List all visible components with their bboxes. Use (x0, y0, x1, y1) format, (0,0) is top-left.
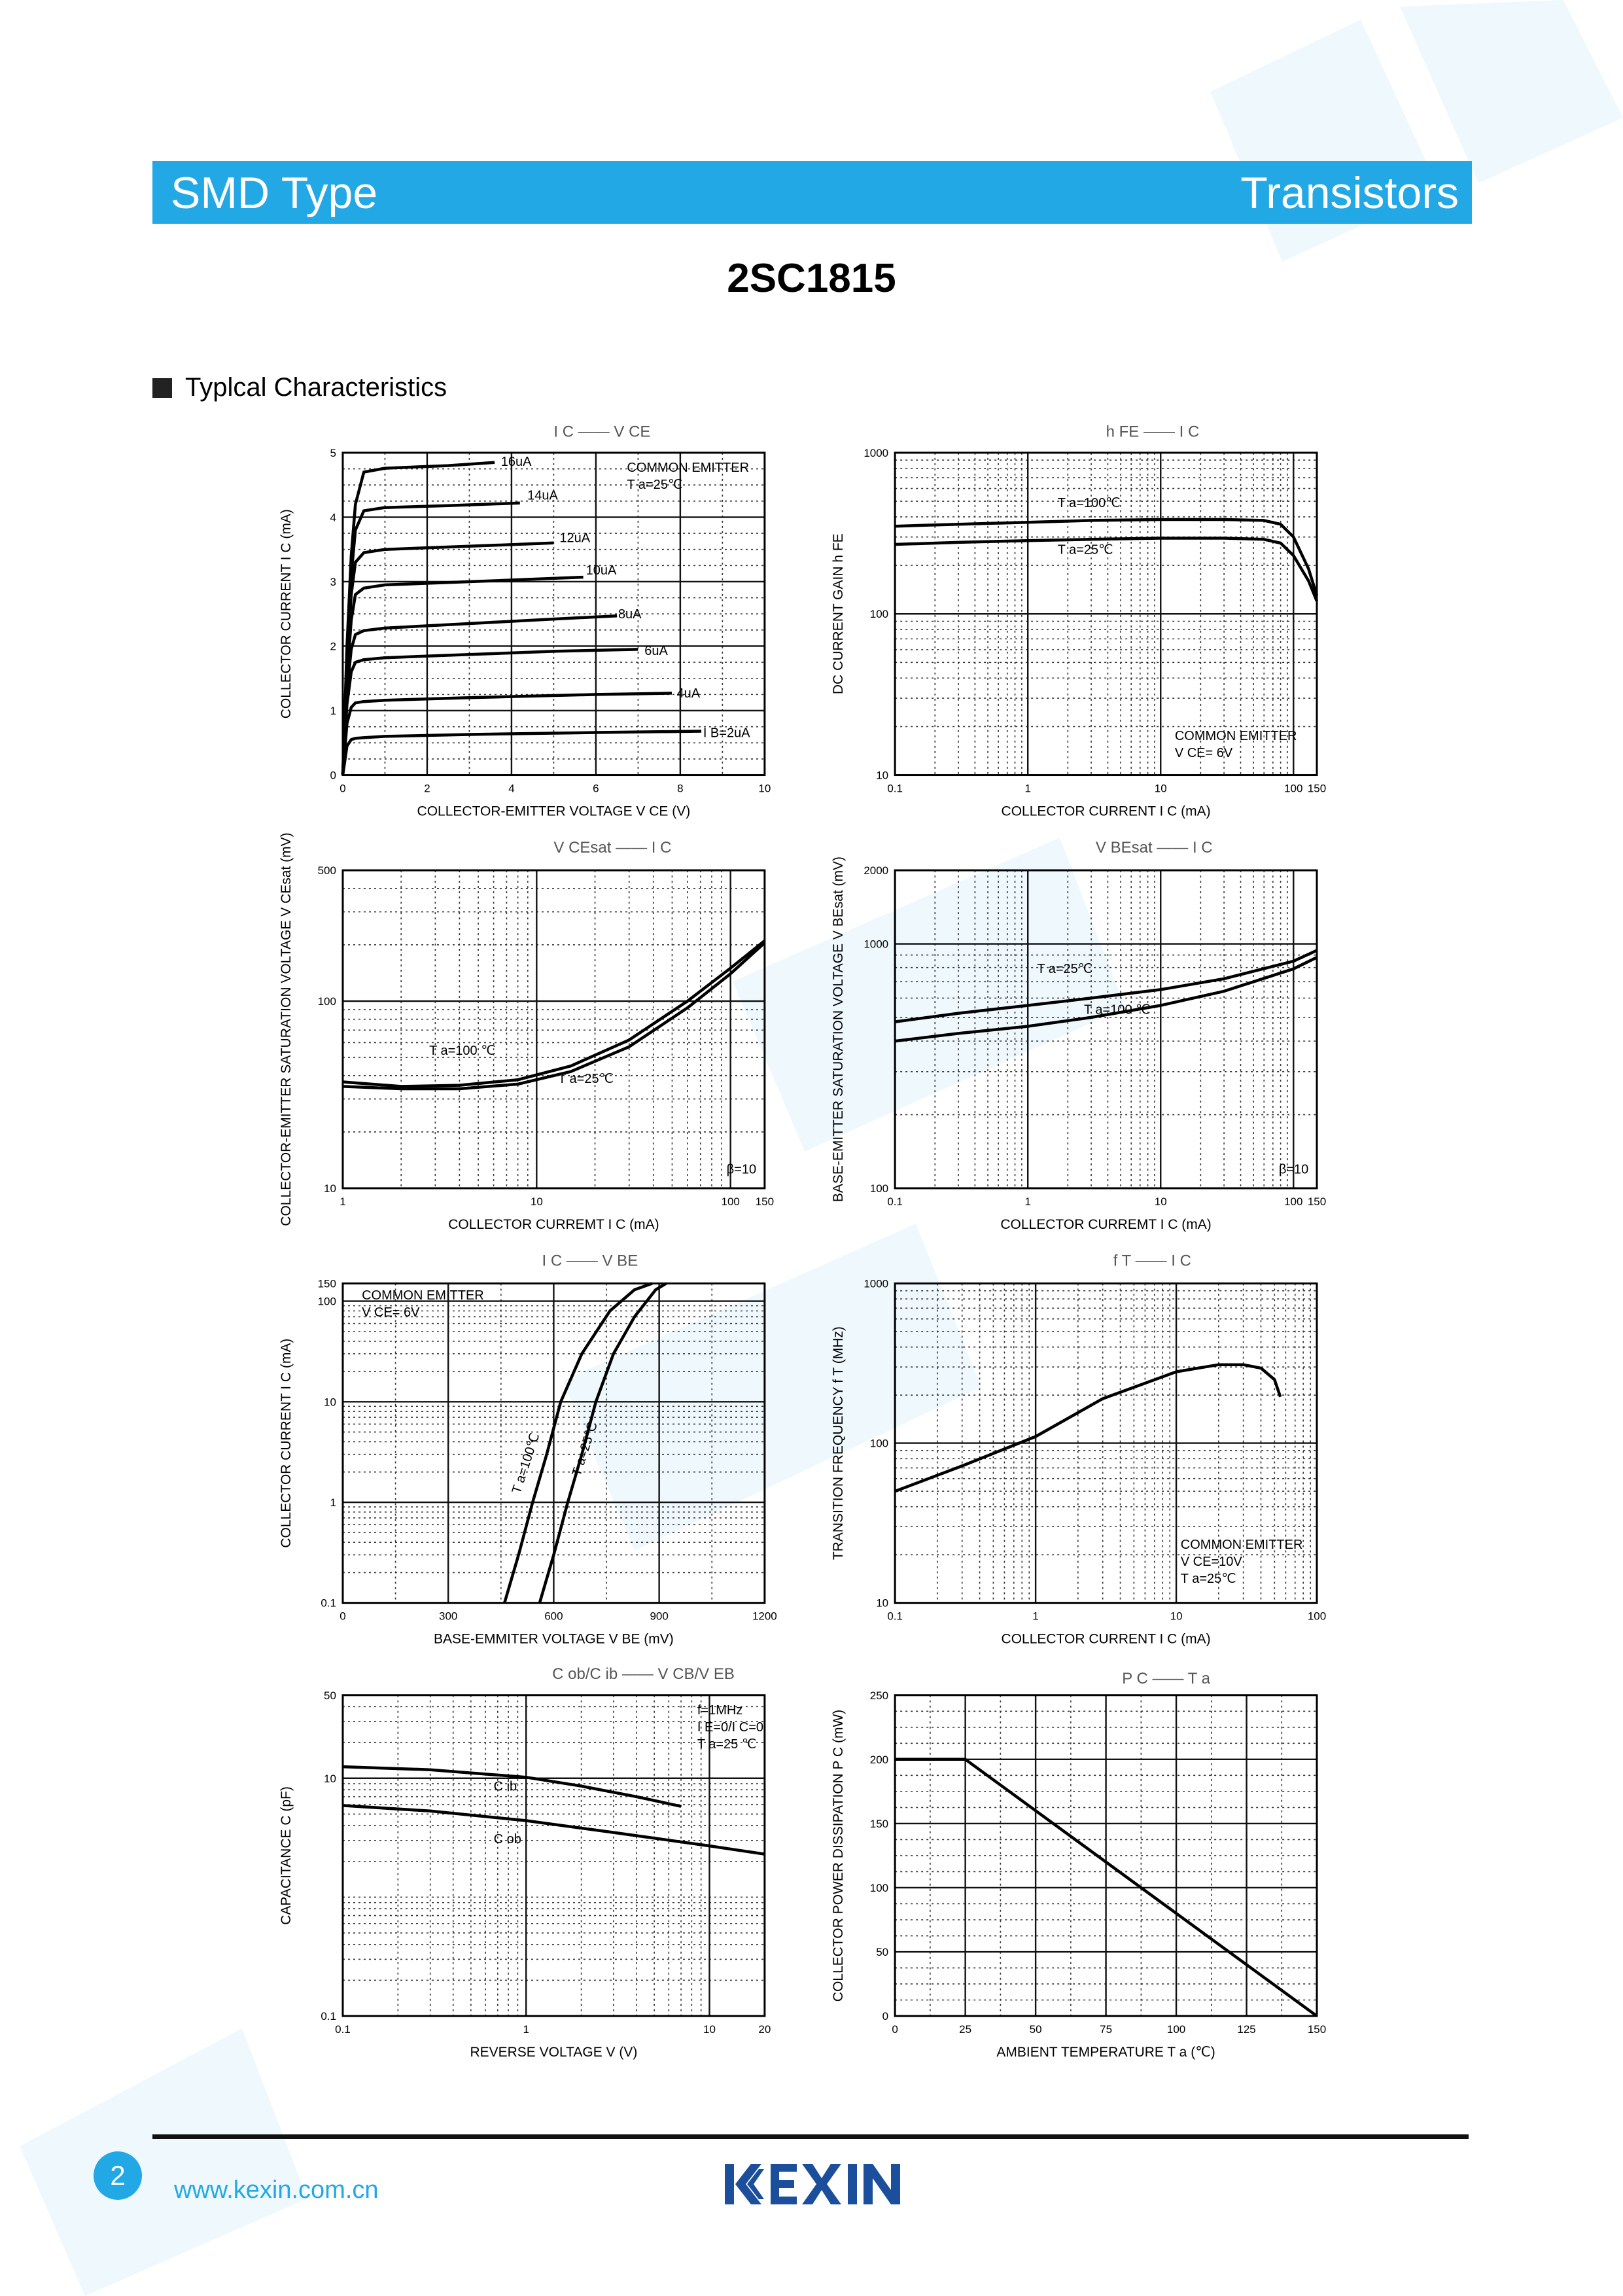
x-tick-label: 2 (424, 782, 430, 795)
chart-title: I C —— V BE (542, 1252, 638, 1270)
x-tick-label: 0.1 (335, 2023, 351, 2036)
series-line (343, 732, 701, 775)
chart-ic_vbe (279, 1252, 777, 1647)
x-tick-label: 25 (959, 2023, 972, 2036)
chart-title: f T —— I C (1113, 1252, 1191, 1270)
y-tick-label: 1000 (864, 938, 889, 951)
series-line (895, 1365, 1280, 1491)
x-tick-label: 1 (1024, 782, 1031, 795)
y-tick-label: 100 (869, 1881, 889, 1894)
y-tick-label: 1000 (864, 1277, 889, 1290)
x-tick-label: 6 (593, 782, 599, 795)
y-tick-label: 150 (317, 1277, 336, 1290)
x-tick-label: 150 (1307, 2023, 1327, 2036)
legend-line: COMMON EMITTER (627, 461, 750, 476)
chart-ic_vce (279, 423, 771, 819)
series-label: T a=25℃ (558, 1071, 614, 1086)
y-axis-label: DC CURRENT GAIN h FE (831, 533, 846, 695)
x-tick-label: 0.1 (887, 782, 903, 795)
x-tick-label: 10 (758, 782, 771, 795)
y-tick-label: 0.1 (321, 2010, 336, 2023)
x-tick-label: 100 (721, 1195, 740, 1208)
chart-title: h FE —— I C (1106, 423, 1200, 441)
x-tick-label: 10 (1154, 782, 1167, 795)
y-tick-label: 2000 (864, 864, 889, 877)
series-label: T a=25℃ (1037, 961, 1093, 976)
x-axis-label: COLLECTOR CURRENT I C (mA) (1001, 804, 1211, 819)
x-tick-label: 1 (340, 1195, 346, 1208)
series-label: 14uA (527, 488, 558, 503)
series-label: C ob (493, 1831, 521, 1846)
x-tick-label: 300 (439, 1610, 458, 1623)
x-tick-label: 0.1 (887, 1195, 903, 1208)
x-tick-label: 4 (508, 782, 515, 795)
legend-line: β=10 (726, 1162, 757, 1177)
x-axis-label: REVERSE VOLTAGE V (V) (470, 2045, 638, 2060)
y-tick-label: 250 (869, 1689, 889, 1702)
y-tick-label: 100 (869, 1182, 889, 1195)
header-left: SMD Type (171, 168, 378, 218)
chart-cob_vcb (279, 1665, 771, 2060)
y-tick-label: 0 (330, 769, 336, 782)
series-label: T a=100 ℃ (429, 1044, 496, 1059)
y-tick-label: 10 (324, 1396, 336, 1409)
chart-title: I C —— V CE (553, 423, 651, 441)
x-tick-label: 100 (1307, 1610, 1327, 1623)
y-axis-label: COLLECTOR-EMITTER SATURATION VOLTAGE V CEsat (mV) (278, 832, 294, 1226)
y-tick-label: 0 (882, 2010, 889, 2023)
x-tick-label: 100 (1284, 1195, 1303, 1208)
legend-line: T a=25℃ (1180, 1571, 1236, 1586)
chart-vcesat_ic (279, 832, 774, 1232)
x-tick-label: 100 (1166, 2023, 1186, 2036)
x-tick-label: 0 (340, 782, 346, 795)
y-tick-label: 100 (317, 995, 336, 1008)
y-axis-label: CAPACITANCE C (pF) (278, 1786, 294, 1925)
series-label: T a=100 ℃ (1084, 1002, 1151, 1017)
x-tick-label: 10 (1170, 1610, 1183, 1623)
x-axis-label: COLLECTOR CURRENT I C (mA) (1001, 1631, 1211, 1647)
chart-title: V CEsat —— I C (553, 839, 672, 857)
y-tick-label: 3 (330, 575, 336, 588)
x-tick-label: 900 (650, 1610, 669, 1623)
y-tick-label: 500 (317, 864, 336, 877)
footer-rule (152, 2134, 1469, 2139)
chart-ft_ic (831, 1252, 1326, 1647)
x-axis-label: COLLECTOR-EMITTER VOLTAGE V CE (V) (417, 804, 691, 819)
y-axis-label: TRANSITION FREQUENCY f T (MHz) (831, 1326, 846, 1561)
series-label: I B=2uA (703, 726, 750, 741)
legend-line: COMMON EMITTER (362, 1288, 484, 1303)
y-tick-label: 1000 (864, 446, 889, 459)
x-axis-label: COLLECTOR CURREMT I C (mA) (448, 1216, 659, 1232)
y-tick-label: 10 (324, 1772, 336, 1785)
header-right: Transistors (1240, 168, 1459, 218)
series-label: C ib (493, 1779, 517, 1794)
minor-grid (343, 870, 765, 1188)
x-tick-label: 0 (892, 2023, 898, 2036)
y-tick-label: 50 (324, 1689, 336, 1702)
series-label: 16uA (500, 455, 532, 470)
x-tick-label: 0.1 (887, 1610, 903, 1623)
x-axis-label: AMBIENT TEMPERATURE T a (℃) (996, 2045, 1215, 2060)
series-label: 6uA (644, 643, 668, 658)
y-tick-label: 1 (330, 1496, 336, 1509)
y-tick-label: 150 (869, 1817, 889, 1830)
series-label: 8uA (618, 607, 642, 622)
section-title: Typlcal Characteristics (185, 373, 447, 402)
x-tick-label: 150 (1307, 782, 1327, 795)
x-tick-label: 100 (1284, 782, 1303, 795)
series-label: 10uA (585, 563, 617, 578)
legend-line: β=10 (1278, 1162, 1309, 1177)
x-tick-label: 1 (523, 2023, 529, 2036)
y-tick-label: 0.1 (321, 1597, 336, 1610)
x-tick-label: 8 (677, 782, 684, 795)
legend-line: V CE= 6V (362, 1305, 420, 1320)
x-tick-label: 0 (340, 1610, 346, 1623)
series-label: T a=100℃ (509, 1431, 543, 1496)
legend-line: COMMON EMITTER (1180, 1537, 1303, 1552)
series-line (343, 577, 584, 775)
series-line (343, 1805, 765, 1854)
y-tick-label: 200 (869, 1753, 889, 1766)
y-axis-label: BASE-EMITTER SATURATION VOLTAGE V BEsat (mV) (831, 856, 846, 1203)
x-tick-label: 50 (1029, 2023, 1042, 2036)
x-tick-label: 150 (1307, 1195, 1327, 1208)
y-tick-label: 10 (876, 769, 889, 782)
series-label: 12uA (559, 531, 591, 546)
series-label: T a=100℃ (1057, 495, 1121, 510)
x-tick-label: 1 (1024, 1195, 1031, 1208)
x-tick-label: 10 (703, 2023, 716, 2036)
y-tick-label: 50 (876, 1946, 889, 1959)
x-tick-label: 10 (530, 1195, 543, 1208)
y-tick-label: 5 (330, 446, 336, 459)
y-tick-label: 10 (876, 1597, 889, 1610)
plot-frame (343, 870, 765, 1188)
series-line (343, 943, 765, 1089)
x-tick-label: 150 (755, 1195, 775, 1208)
x-tick-label: 20 (758, 2023, 771, 2036)
chart-vbesat_ic (831, 839, 1326, 1232)
minor-grid (895, 870, 1317, 1188)
x-tick-label: 125 (1237, 2023, 1256, 2036)
page-number: 2 (94, 2151, 142, 2200)
legend-line: T a=25 ℃ (697, 1737, 757, 1752)
y-axis-label: COLLECTOR POWER DISSIPATION P C (mW) (831, 1709, 846, 2002)
footer-url: www.kexin.com.cn (174, 2176, 379, 2204)
x-axis-label: COLLECTOR CURREMT I C (mA) (1000, 1216, 1212, 1232)
y-axis-label: COLLECTOR CURRENT I C (mA) (278, 1338, 294, 1548)
x-tick-label: 75 (1100, 2023, 1113, 2036)
y-tick-label: 1 (330, 705, 336, 718)
legend-line: V CE=10V (1180, 1554, 1242, 1569)
legend-line: V CE= 6V (1174, 745, 1233, 760)
x-tick-label: 1 (1032, 1610, 1039, 1623)
legend-line: f=1MHz (697, 1703, 743, 1718)
chart-hfe_ic (831, 423, 1326, 819)
legend-line: T a=25℃ (627, 478, 683, 493)
major-grid (343, 870, 765, 1188)
y-tick-label: 2 (330, 640, 336, 653)
legend-line: I E=0/I C=0 (697, 1720, 764, 1735)
series-label: T a=25℃ (569, 1421, 601, 1478)
x-axis-label: BASE-EMMITER VOLTAGE V BE (mV) (434, 1631, 674, 1647)
x-tick-label: 10 (1154, 1195, 1167, 1208)
y-tick-label: 4 (330, 511, 336, 524)
series-line (343, 649, 638, 775)
kexin-logo (725, 2161, 908, 2207)
series-label: 4uA (676, 686, 701, 701)
series-line (343, 941, 765, 1087)
y-tick-label: 100 (869, 1437, 889, 1450)
legend-line: COMMON EMITTER (1174, 728, 1297, 743)
y-tick-label: 100 (317, 1295, 336, 1308)
x-tick-label: 600 (544, 1610, 563, 1623)
x-tick-label: 1200 (752, 1610, 777, 1623)
y-tick-label: 100 (869, 608, 889, 621)
chart-title: V BEsat —— I C (1095, 839, 1213, 857)
part-number-title: 2SC1815 (727, 256, 896, 301)
chart-title: C ob/C ib —— V CB/V EB (552, 1665, 735, 1684)
y-tick-label: 10 (324, 1182, 336, 1195)
chart-pc_ta (831, 1670, 1326, 2060)
chart-title: P C —— T a (1122, 1669, 1210, 1687)
series-label: T a=25℃ (1057, 542, 1113, 557)
y-axis-label: COLLECTOR CURRENT I C (mA) (278, 509, 294, 719)
